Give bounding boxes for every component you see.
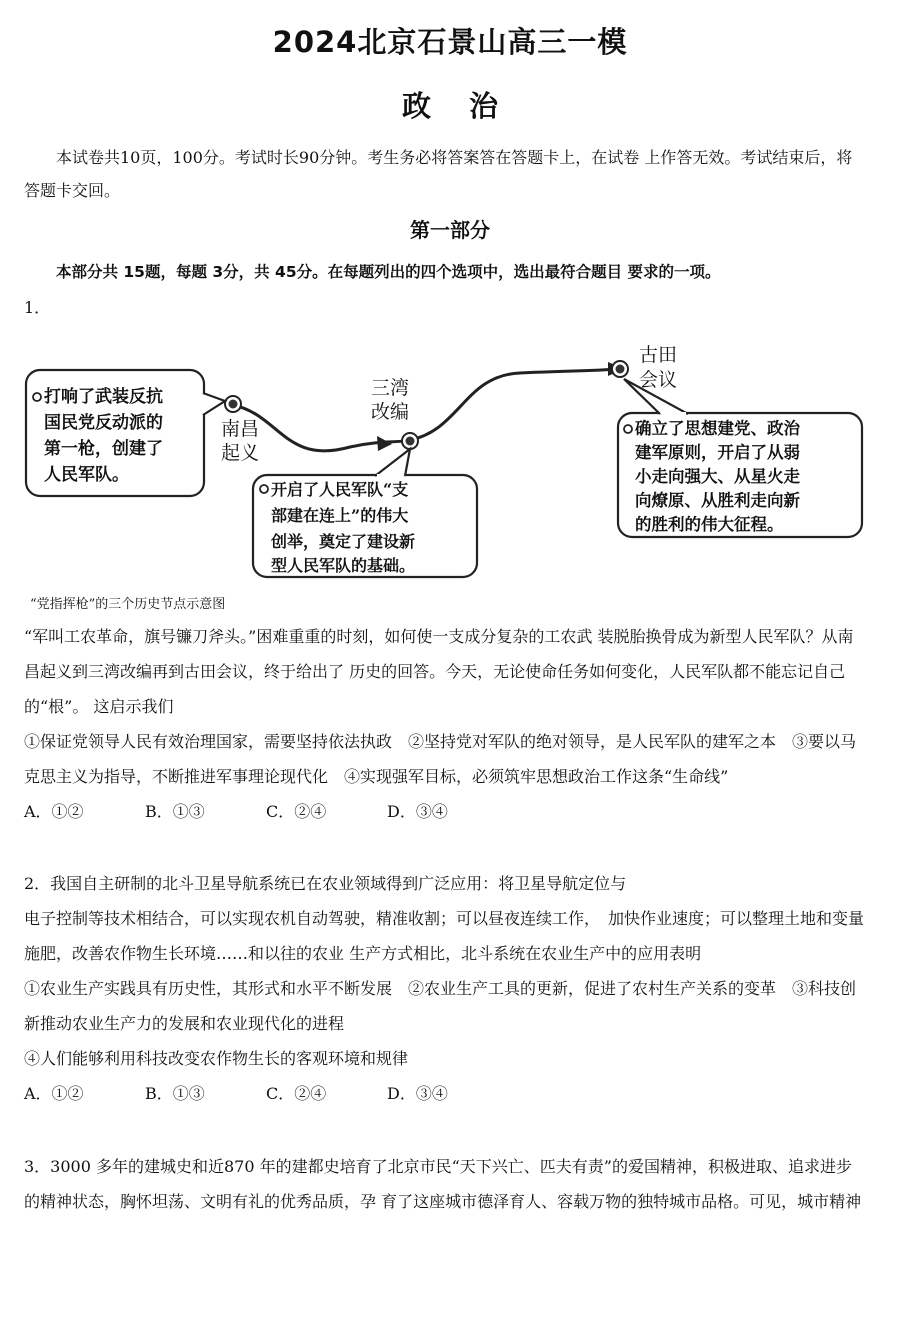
box3-line-2: 建军原则，开启了从弱 <box>635 443 800 462</box>
q2-option-b[interactable]: B．①③ <box>145 1084 205 1103</box>
box3-line-3: 小走向强大、从星火走 <box>635 467 800 486</box>
exam-intro: 本试卷共10页，100分。考试时长90分钟。考生务必将答案答在答题卡上，在试卷 上作答无效。考试结束后，将答题卡交回。 <box>24 148 853 200</box>
box2-line-1: 开启了人民军队“支 <box>271 480 409 499</box>
box1-line-3: 第一枪，创建了 <box>44 439 163 459</box>
node-marker-nanchang <box>225 396 241 412</box>
box1-line-4: 人民军队。 <box>44 465 129 485</box>
question-1-options <box>24 794 864 829</box>
callout-box-sanwan <box>253 449 477 577</box>
node-label-sanwan-1: 三湾 <box>371 377 410 399</box>
node-label-sanwan-2: 改编 <box>371 401 410 423</box>
party-command-diagram <box>20 335 880 585</box>
question-2-line1: 2．我国自主研制的北斗卫星导航系统已在农业领域得到广泛应用：将卫星导航定位与 <box>24 874 627 893</box>
timeline-arrow-1 <box>377 436 392 451</box>
node-marker-sanwan <box>402 433 418 449</box>
question-3-body <box>24 1149 864 1219</box>
section-title: 第一部分 <box>410 218 490 242</box>
q2-option-d[interactable]: D．③④ <box>387 1084 448 1103</box>
question-2-options <box>24 1076 864 1111</box>
node-label-gutian-1: 古田 <box>639 344 678 366</box>
question-3-stem: 3．3000 多年的建城史和近870 年的建都史培育了北京市民“天下兴亡、匹夫有责”的爱国精神，积极进取、追求进步的精神状态，胸怀坦荡、文明有礼的优秀品质，孕 育了这座城市德泽育人、容载万物的独特城市品格。可见，城市精神 <box>24 1157 862 1211</box>
timeline-curve <box>233 369 620 451</box>
box2-line-4: 型人民军队的基础。 <box>271 556 416 575</box>
node-label-gutian-2: 会议 <box>639 369 678 391</box>
callout-box-gutian <box>618 379 862 537</box>
box3-line-1: 确立了思想建党、政治 <box>635 419 800 438</box>
question-2-statements: ①农业生产实践具有历史性，其形式和水平不断发展 ②农业生产工具的更新，促进了农村生产关系的变革 ③科技创新推动农业生产力的发展和农业现代化的进程 <box>24 979 857 1033</box>
question-1-statements: ①保证党领导人民有效治理国家，需要坚持依法执政 ②坚持党对军队的绝对领导，是人民军队的建军之本 ③要以马克思主义为指导，不断推进军事理论现代化 ④实现强军目标，必须筑牢思想政治工作这条“生命线” <box>24 732 857 786</box>
q2-option-a[interactable]: A．①② <box>24 1084 84 1103</box>
question-2-stem: 电子控制等技术相结合，可以实现农机自动驾驶，精准收割；可以昼夜连续工作， 加快作业速度；可以整理土地和变量施肥，改善农作物生长环境……和以往的农业 生产方式相比，北斗系统在农业生产中的应用表明 <box>24 909 865 963</box>
box2-line-3: 创举，奠定了建设新 <box>271 532 416 551</box>
q1-option-c[interactable]: C．②④ <box>266 802 327 821</box>
section-instruction: 本部分共 15题，每题 3分，共 45分。在每题列出的四个选项中，选出最符合题目 要求的一项。 <box>56 263 721 281</box>
box1-line-1: 打响了武装反抗 <box>44 387 163 407</box>
q1-option-a[interactable]: A．①② <box>24 802 84 821</box>
box3-line-5: 的胜利的伟大征程。 <box>635 515 784 534</box>
diagram-caption: “党指挥枪”的三个历史节点示意图 <box>30 597 226 612</box>
box3-line-4: 向燎原、从胜利走向新 <box>635 491 800 510</box>
callout-box-nanchang <box>26 370 225 496</box>
question-1-stem: “军叫工农革命，旗号镰刀斧头。”困难重重的时刻，如何使一支成分复杂的工农武 装脱胎换骨成为新型人民军队？从南昌起义到三湾改编再到古田会议，终于给出了 历史的回答。今天，无论使命任务如何变化，人民军队都不能忘记自己的“根”。 这启示我们 <box>24 627 854 716</box>
question-1-body <box>24 619 864 829</box>
q1-option-d[interactable]: D．③④ <box>387 802 448 821</box>
node-label-nanchang-2: 起义 <box>221 442 260 464</box>
box2-line-2: 部建在连上”的伟大 <box>271 506 409 525</box>
q2-option-c[interactable]: C．②④ <box>266 1084 327 1103</box>
exam-title: 2024北京石景山高三一模 <box>272 25 628 59</box>
question-2-body <box>24 866 864 1111</box>
subject-title: 政治 <box>401 89 536 123</box>
q1-option-b[interactable]: B．①③ <box>145 802 205 821</box>
node-label-nanchang-1: 南昌 <box>221 418 260 440</box>
question-1-number: 1． <box>24 298 51 317</box>
box1-line-2: 国民党反动派的 <box>44 413 163 433</box>
node-marker-gutian <box>612 361 628 377</box>
question-2-statement4: ④人们能够利用科技改变农作物生长的客观环境和规律 <box>24 1049 409 1068</box>
